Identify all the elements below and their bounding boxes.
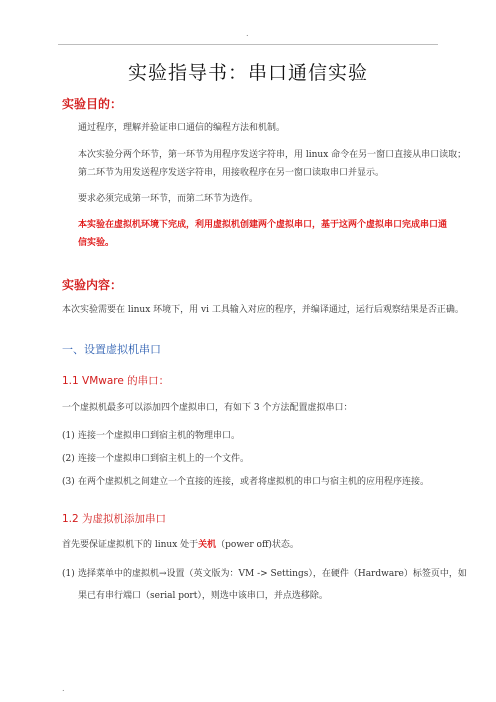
list-item-number: (1): [62, 569, 75, 579]
list-item-continuation: 果已有串行端口（serial port），则选中该串口，并点选移除。: [78, 591, 328, 601]
content-paragraph-1: 本次实验需要在 linux 环境下，用 vi 工具输入对应的程序，并编译通过，运行后观察结果是否正确。: [62, 305, 464, 315]
purpose-notice-line-2: 信实验。: [78, 238, 115, 248]
document-title: 实验指导书：串口通信实验: [127, 62, 368, 84]
list-item-number: (2): [62, 454, 75, 464]
list-item: [62, 430, 240, 442]
purpose-paragraph-3: 要求必须完成第一环节，而第二环节为选作。: [78, 194, 259, 204]
header-rule: [58, 44, 438, 45]
section-1-1-heading: 1.1 VMware 的串口：: [62, 375, 170, 387]
purpose-heading: 实验目的：: [62, 97, 123, 111]
list-item: [62, 568, 467, 580]
content-heading: 实验内容：: [62, 278, 123, 292]
purpose-notice-line-1: 本实验在虚拟机环境下完成，利用虚拟机创建两个虚拟串口，基于这两个虚拟串口完成串口通: [78, 220, 448, 230]
purpose-paragraph-1: 通过程序，理解并验证串口通信的编程方法和机制。: [78, 123, 286, 133]
list-item-text: 连接一个虚拟串口到宿主机上的一个文件。: [78, 454, 250, 464]
list-item-number: (1): [62, 431, 75, 441]
list-item-text: 在两个虚拟机之间建立一个直接的连接，或者将虚拟机的串口与宿主机的应用程序连接。: [78, 477, 430, 487]
section-1-2-ensure: [62, 539, 299, 551]
list-item-number: (3): [62, 477, 75, 487]
list-item-text: 连接一个虚拟串口到宿主机的物理串口。: [78, 431, 241, 441]
ensure-power-off-emphasis: 关机: [198, 540, 217, 550]
ensure-text-post: （power off)状态。: [216, 540, 299, 550]
list-item: [62, 453, 249, 465]
footer-mark: .: [62, 684, 65, 693]
purpose-paragraph-2a: 本次实验分两个环节，第一环节为用程序发送字符串，用 linux 命令在另一窗口直接从串口读取；: [78, 150, 467, 160]
ensure-text-pre: 首先要保证虚拟机下的 linux 处于: [62, 540, 199, 550]
section-1-heading: 一、设置虚拟机串口: [62, 343, 161, 356]
header-mark: .: [246, 29, 249, 38]
purpose-paragraph-2b: 第二环节为用发送程序发送字符串，用接收程序在另一窗口读取串口并显示。: [78, 168, 385, 178]
section-1-2-heading: 1.2 为虚拟机添加串口: [62, 513, 167, 525]
list-item-text: 选择菜单中的虚拟机→设置（英文版为：VM -> Settings），在硬件（Hardware）标签页中，如: [78, 569, 467, 579]
section-1-1-intro: 一个虚拟机最多可以添加四个虚拟串口，有如下 3 个方法配置虚拟串口：: [62, 403, 353, 413]
list-item: [62, 476, 429, 488]
